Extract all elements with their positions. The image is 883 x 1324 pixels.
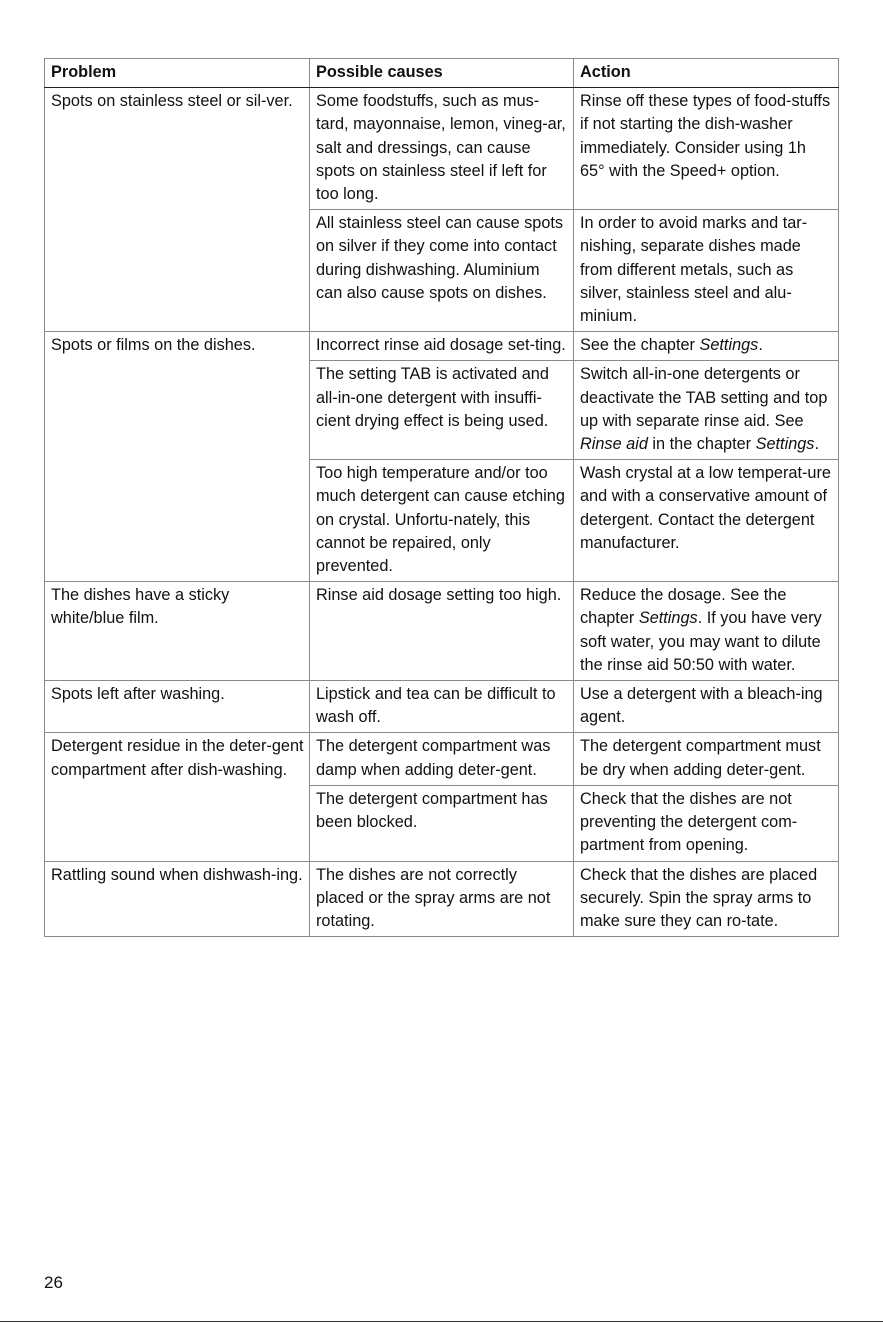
cause-cell: Too high temperature and/or too much detergent can cause etching on crystal. Unfortu-nately, this cannot be repaired, only prevented. [310,460,574,582]
action-cell: In order to avoid marks and tar-nishing, separate dishes made from different metals, such as silver, stainless steel and alu-minium. [574,210,839,332]
table-row [45,332,839,361]
problem-cell: Rattling sound when dishwash-ing. [45,861,310,937]
action-text: . [758,336,763,355]
problem-cell: Spots or films on the dishes. [45,332,310,582]
action-text: Switch all-in-one detergents or deactivate the TAB setting and top up with separate rinse aid. See [580,365,828,430]
action-text: . If you have very soft water, you may want to dilute the rinse aid 50:50 with water. [580,609,822,674]
problem-cell: Detergent residue in the deter-gent compartment after dish-washing. [45,733,310,861]
troubleshooting-table [44,58,839,937]
cause-cell: Incorrect rinse aid dosage set-ting. [310,332,574,361]
chapter-reference: Settings [699,336,759,355]
table-row [45,861,839,937]
action-cell: Use a detergent with a bleach-ing agent. [574,681,839,733]
header-problem: Problem [45,59,310,88]
action-cell: The detergent compartment must be dry when adding deter-gent. [574,733,839,785]
table-row [45,88,839,210]
problem-cell: The dishes have a sticky white/blue film. [45,582,310,681]
cause-cell: The dishes are not correctly placed or the spray arms are not rotating. [310,861,574,937]
action-text: Reduce the dosage. See the chapter [580,586,787,628]
header-possible-causes: Possible causes [310,59,574,88]
cause-cell: All stainless steel can cause spots on silver if they come into contact during dishwashing. Aluminium can also cause spots on dishes. [310,210,574,332]
action-text: in the chapter [647,435,756,454]
cause-cell: Lipstick and tea can be difficult to wash off. [310,681,574,733]
action-cell [574,332,839,361]
action-cell: Rinse off these types of food-stuffs if not starting the dish-washer immediately. Consider using 1h 65° with the Speed+ option. [574,88,839,210]
action-cell [574,582,839,681]
action-text: . [814,435,819,454]
cause-cell: The setting TAB is activated and all-in-one detergent with insuffi-cient drying effect is being used. [310,361,574,460]
page-number: 26 [44,1273,63,1292]
action-cell: Wash crystal at a low temperat-ure and with a conservative amount of detergent. Contact the detergent manufacturer. [574,460,839,582]
action-cell: Check that the dishes are placed securely. Spin the spray arms to make sure they can ro-tate. [574,861,839,937]
chapter-reference: Settings [755,435,815,454]
action-text: See the chapter [580,336,700,355]
action-cell [574,361,839,460]
cause-cell: The detergent compartment was damp when adding deter-gent. [310,733,574,785]
problem-cell: Spots on stainless steel or sil-ver. [45,88,310,332]
header-action: Action [574,59,839,88]
chapter-reference: Rinse aid [580,435,648,454]
table-row [45,733,839,785]
chapter-reference: Settings [638,609,698,628]
cause-cell: Rinse aid dosage setting too high. [310,582,574,681]
cause-cell: The detergent compartment has been blocked. [310,785,574,861]
table-row [45,681,839,733]
cause-cell: Some foodstuffs, such as mus-tard, mayonnaise, lemon, vineg-ar, salt and dressings, can cause spots on stainless steel if left for too long. [310,88,574,210]
action-cell: Check that the dishes are not preventing the detergent com-partment from opening. [574,785,839,861]
table-row [45,582,839,681]
problem-cell: Spots left after washing. [45,681,310,733]
bottom-rule [0,1321,883,1322]
table-header-row [45,59,839,88]
